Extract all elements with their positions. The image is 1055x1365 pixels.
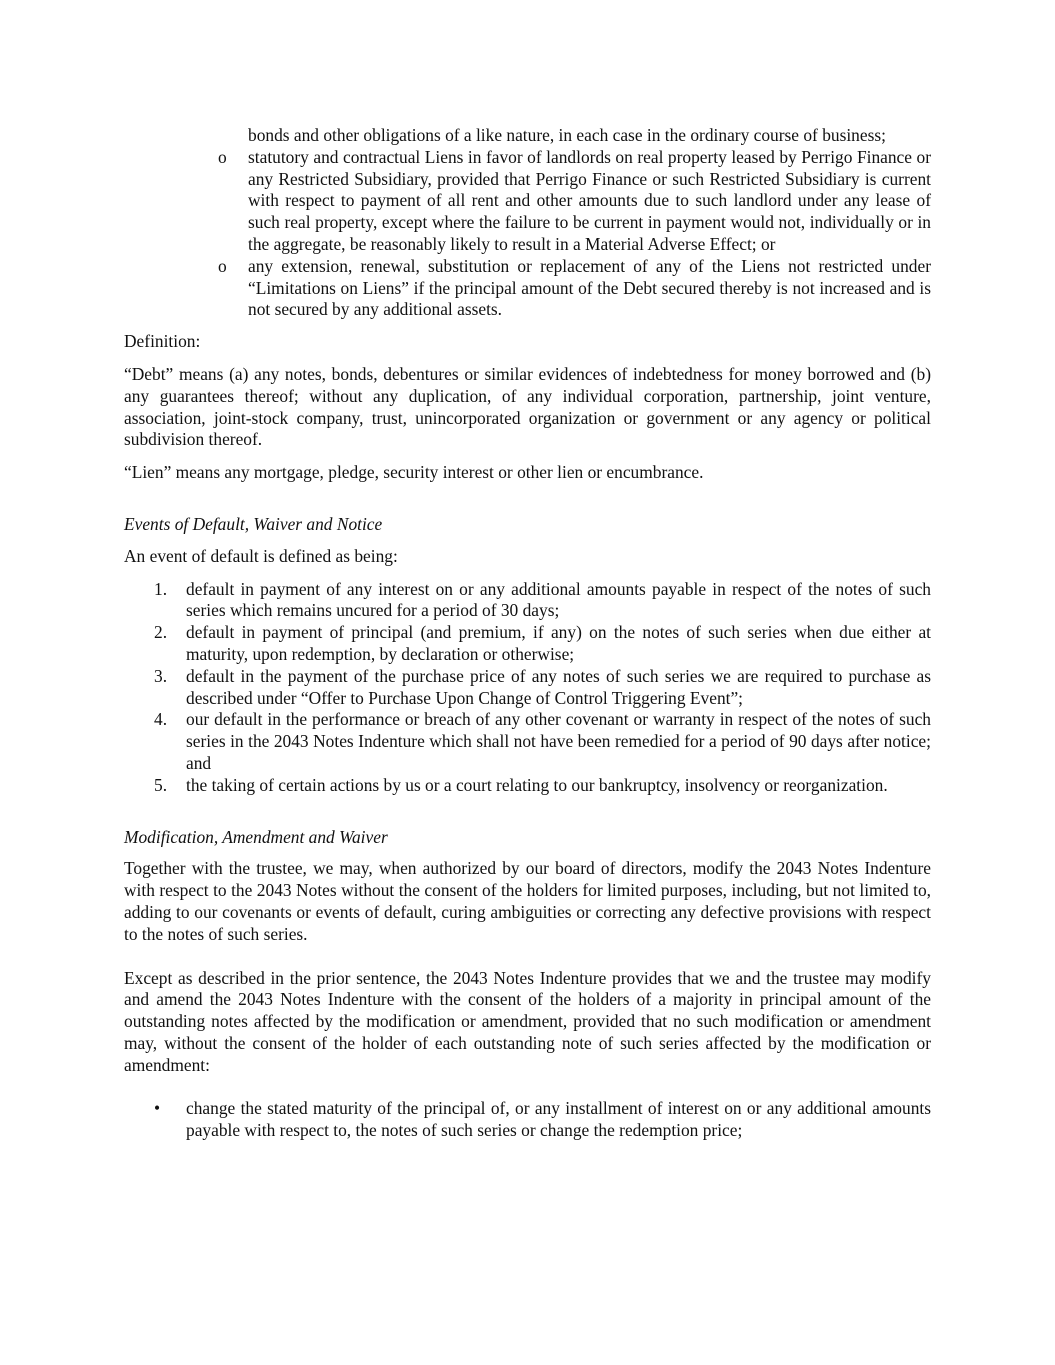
list-item bbox=[124, 666, 931, 710]
debt-definition: “Debt” means (a) any notes, bonds, debentures or similar evidences of indebtedness for money borrowed and (b) any guarantees thereof; without any duplication, of any individual corporation, partnership, joint venture, association, joint-stock company, trust, unincorporated organization or government or any agency or political subdivision thereof. bbox=[124, 363, 931, 450]
list-number: 2. bbox=[154, 622, 168, 643]
list-item-text: change the stated maturity of the principal of, or any installment of interest on or any additional amounts payable with respect to, the notes of such series or change the redemption price; bbox=[186, 1098, 931, 1141]
list-number: 3. bbox=[154, 665, 168, 686]
lien-definition: “Lien” means any mortgage, pledge, security interest or other lien or encumbrance. bbox=[124, 462, 704, 483]
modification-bullets bbox=[124, 1098, 931, 1142]
events-list bbox=[124, 579, 931, 797]
list-item-text: the taking of certain actions by us or a court relating to our bankruptcy, insolvency or reorganization. bbox=[186, 774, 888, 795]
events-intro: An event of default is defined as being: bbox=[124, 545, 398, 566]
list-number: 1. bbox=[154, 578, 168, 599]
modification-paragraph-2: Except as described in the prior sentence, the 2043 Notes Indenture provides that we and the trustee may modify and amend the 2043 Notes Indenture with the consent of the holders of a majority in principal amount of the outstanding notes affected by the modification or amendment, provided that no such modification or amendment may, without the consent of the holder of each outstanding note of such series affected by the modification or amendment: bbox=[124, 967, 931, 1075]
modification-paragraph-1: Together with the trustee, we may, when authorized by our board of directors, modify the 2043 Notes Indenture with respect to the 2043 Notes without the consent of the holders for limited purposes, including, but not limited to, adding to our covenants or events of default, curing ambiguities or correcting any defective provisions with respect to the notes of such series. bbox=[124, 858, 931, 944]
list-item-text: our default in the performance or breach of any other covenant or warranty in respect of the notes of such series in the 2043 Notes Indenture which shall not have been remedied for a period of 90 days after notice; and bbox=[186, 709, 931, 773]
list-item-text: statutory and contractual Liens in favor of landlords on real property leased by Perrigo Finance or any Restricted Subsidiary, provided that Perrigo Finance or such Restricted Subsidiary is current with respect to payment of all rent and other amounts due to such landlord under any lease of such real property, except where the failure to be current in payment would not, individually or in the aggregate, be reasonably likely to result in a Material Adverse Effect; or bbox=[248, 146, 931, 254]
list-number: 5. bbox=[154, 774, 168, 795]
list-item-text: bonds and other obligations of a like nature, in each case in the ordinary course of business; bbox=[248, 125, 886, 145]
list-number: 4. bbox=[154, 709, 168, 730]
list-item-text: any extension, renewal, substitution or replacement of any of the Liens not restricted under “Limitations on Liens” if the principal amount of the Debt secured thereby is not increased and is not secured by any additional assets. bbox=[248, 255, 931, 320]
liens-sublist bbox=[124, 125, 931, 321]
events-heading: Events of Default, Waiver and Notice bbox=[124, 513, 383, 534]
list-item bbox=[124, 147, 931, 256]
list-item bbox=[124, 256, 931, 321]
list-item-text: default in payment of principal (and premium, if any) on the notes of such series when due either at maturity, upon redemption, by declaration or otherwise; bbox=[186, 622, 931, 664]
list-item-text: default in the payment of the purchase price of any notes of such series we are required to purchase as described under “Offer to Purchase Upon Change of Control Triggering Event”; bbox=[186, 665, 931, 708]
list-item bbox=[124, 1098, 931, 1142]
list-item bbox=[124, 709, 931, 774]
list-item bbox=[124, 775, 931, 797]
modification-heading: Modification, Amendment and Waiver bbox=[124, 826, 388, 847]
list-item-continuation bbox=[124, 125, 931, 147]
list-item bbox=[124, 622, 931, 666]
list-item bbox=[124, 579, 931, 623]
circle-bullet-icon: o bbox=[218, 146, 227, 167]
circle-bullet-icon: o bbox=[218, 255, 227, 276]
definition-label: Definition: bbox=[124, 331, 201, 352]
list-item-text: default in payment of any interest on or any additional amounts payable in respect of the notes of such series which remains uncured for a period of 30 days; bbox=[186, 578, 931, 621]
bullet-icon: • bbox=[154, 1098, 161, 1119]
document-page bbox=[124, 125, 931, 1142]
